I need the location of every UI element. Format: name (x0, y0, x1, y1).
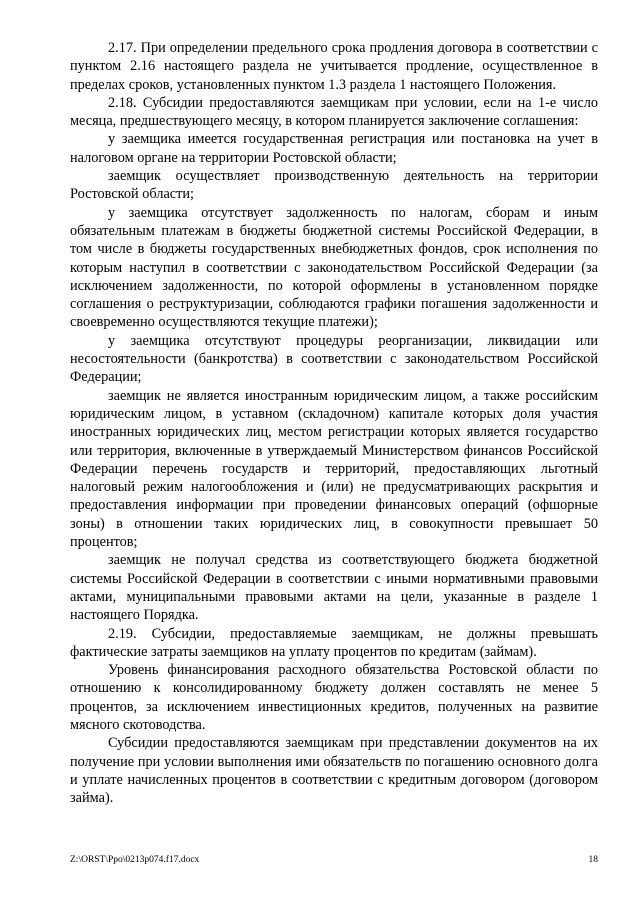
condition-no-debt: у заемщика отсутствует задолженность по налогам, сборам и иным обязательным платежам в бюджеты бюджетной системы Российской Федерации, в том числе в бюджеты государственных внебюджетных фондов, срок исполнения по которым наступил в соответствии с законодательством Российской Федерации (за исключением задолженности, по которой оформлены в установленном порядке соглашения о реструктуризации, соблюдаются графики погашения задолженности и своевременно осуществляются текущие платежи); (70, 204, 598, 331)
footer-file-path: Z:\ORST\Ppo\0213p074.f17.docx (70, 855, 200, 865)
condition-no-bankruptcy: у заемщика отсутствуют процедуры реорганизации, ликвидации или несостоятельности (банкротства) в соответствии с законодательством Российской Федерации; (70, 332, 598, 386)
condition-production: заемщик осуществляет производственную деятельность на территории Ростовской области; (70, 168, 598, 203)
paragraph-subsidy-conditions: Субсидии предоставляются заемщикам при представлении документов на их получение при условии выполнения ими обязательств по погашению основного долга и уплате начисленных процентов в соответствии с кредитным договором (договором займа). (70, 735, 598, 807)
condition-not-foreign: заемщик не является иностранным юридическим лицом, а также российским юридическим лицом, в уставном (складочном) капитале которых доля участия иностранных юридических лиц, местом регистрации которых является государство или территория, включенные в утверждаемый Министерством финансов Российской Федерации перечень государств и территорий, предоставляющих льготный налоговый режим налогообложения и (или) не предусматривающих раскрытия и предоставления информации при проведении финансовых операций (офшорные зоны) в отношении таких юридических лиц, в совокупности превышает 50 процентов; (70, 387, 598, 551)
paragraph-2-18: 2.18. Субсидии предоставляются заемщикам при условии, если на 1-е число месяца, предшествующего месяцу, в котором планируется заключение соглашения: (70, 94, 598, 130)
condition-registration: у заемщика имеется государственная регистрация или постановка на учет в налоговом органе на территории Ростовской области; (70, 131, 598, 166)
condition-no-other-funds: заемщик не получал средства из соответствующего бюджета бюджетной системы Российской Федерации в соответствии с иными нормативными правовыми актами, муниципальными правовыми актами на цели, указанные в разделе 1 настоящего Порядка. (70, 552, 598, 624)
paragraph-2-19: 2.19. Субсидии, предоставляемые заемщикам, не должны превышать фактические затраты заемщиков на уплату процентов по кредитам (займам). (70, 625, 598, 660)
paragraph-financing-level: Уровень финансирования расходного обязательства Ростовской области по отношению к консолидированному бюджету должен составлять не менее 5 процентов, за исключением инвестиционных кредитов, полученных на развитие мясного скотоводства. (70, 662, 598, 733)
paragraph-2-17: 2.17. При определении предельного срока продления договора в соответствии с пунктом 2.16 настоящего раздела не учитывается продление, осуществленное в пределах сроков, установленных пунктом 1.3 раздела 1 настоящего Положения. (70, 40, 598, 93)
document-body (70, 39, 598, 807)
page-number: 18 (588, 855, 598, 865)
